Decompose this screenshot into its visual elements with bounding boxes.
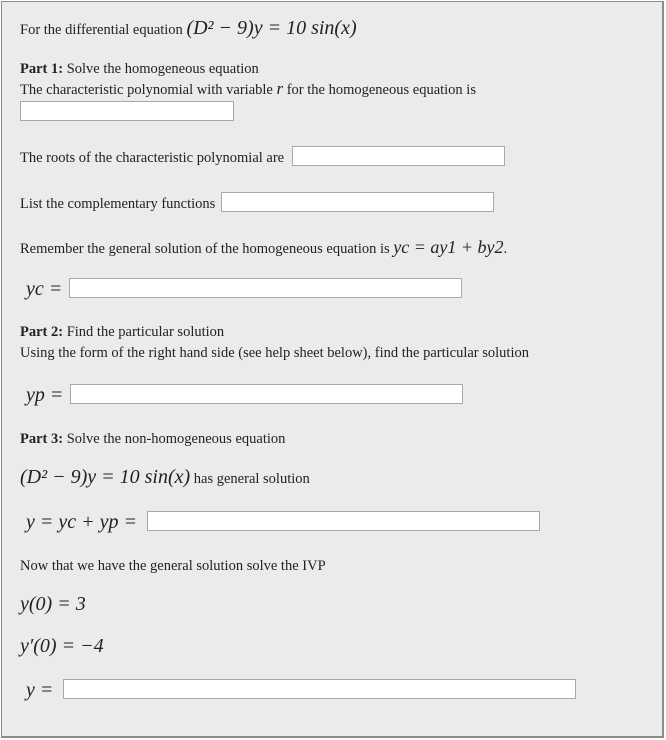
part3-heading-line (20, 430, 285, 448)
intro-line (20, 19, 357, 39)
part2-heading-text: Find the particular solution (66, 324, 225, 340)
ivp-y-label: y = (26, 679, 54, 701)
general-solution-label: y = yc + yp = (26, 511, 137, 533)
complementary-label: List the complementary functions (20, 196, 216, 212)
char-poly-line (20, 80, 476, 99)
general-formula: yc = ay1 + by2 (393, 237, 504, 257)
general-prefix: Remember the general solution of the homogeneous equation is (20, 241, 390, 257)
part3-equation-suffix: has general solution (193, 471, 310, 487)
char-poly-var: r (276, 79, 284, 98)
yc-label: yc = (26, 278, 63, 300)
part2-heading: Part 2: (20, 324, 64, 340)
part1-heading-text: Solve the homogeneous equation (66, 61, 259, 77)
intro-prefix: For the differential equation (20, 22, 183, 38)
char-poly-prefix: The characteristic polynomial with variable (20, 82, 273, 98)
char-poly-input[interactable] (20, 101, 234, 121)
part2-heading-line (20, 323, 224, 341)
part1-heading: Part 1: (20, 61, 64, 77)
yc-input[interactable] (69, 278, 462, 298)
part1-heading-line (20, 60, 259, 78)
ivp-text: Now that we have the general solution solve the IVP (20, 558, 326, 574)
part3-equation: (D² − 9)y = 10 sin(x) (20, 466, 191, 488)
char-poly-suffix: for the homogeneous equation is (286, 82, 476, 98)
initial-condition-1: y(0) = 3 (20, 593, 86, 615)
complementary-input[interactable] (221, 192, 494, 212)
part3-equation-line (20, 468, 310, 488)
intro-equation: (D² − 9)y = 10 sin(x) (186, 17, 357, 39)
initial-condition-2: y′(0) = −4 (20, 635, 104, 657)
part3-heading-text: Solve the non-homogeneous equation (66, 431, 286, 447)
roots-input[interactable] (292, 146, 505, 166)
yp-label: yp = (26, 384, 64, 406)
general-solution-input[interactable] (147, 511, 540, 531)
part3-heading: Part 3: (20, 431, 64, 447)
yp-input[interactable] (70, 384, 463, 404)
part2-instruction: Using the form of the right hand side (see help sheet below), find the particular solution (20, 345, 529, 361)
ivp-solution-input[interactable] (63, 679, 576, 699)
general-homog-line: Remember the general solution of the homogeneous equation is yc = ay1 + by2. (20, 237, 508, 257)
roots-label: The roots of the characteristic polynomial are (20, 150, 285, 166)
question-panel (1, 1, 664, 738)
